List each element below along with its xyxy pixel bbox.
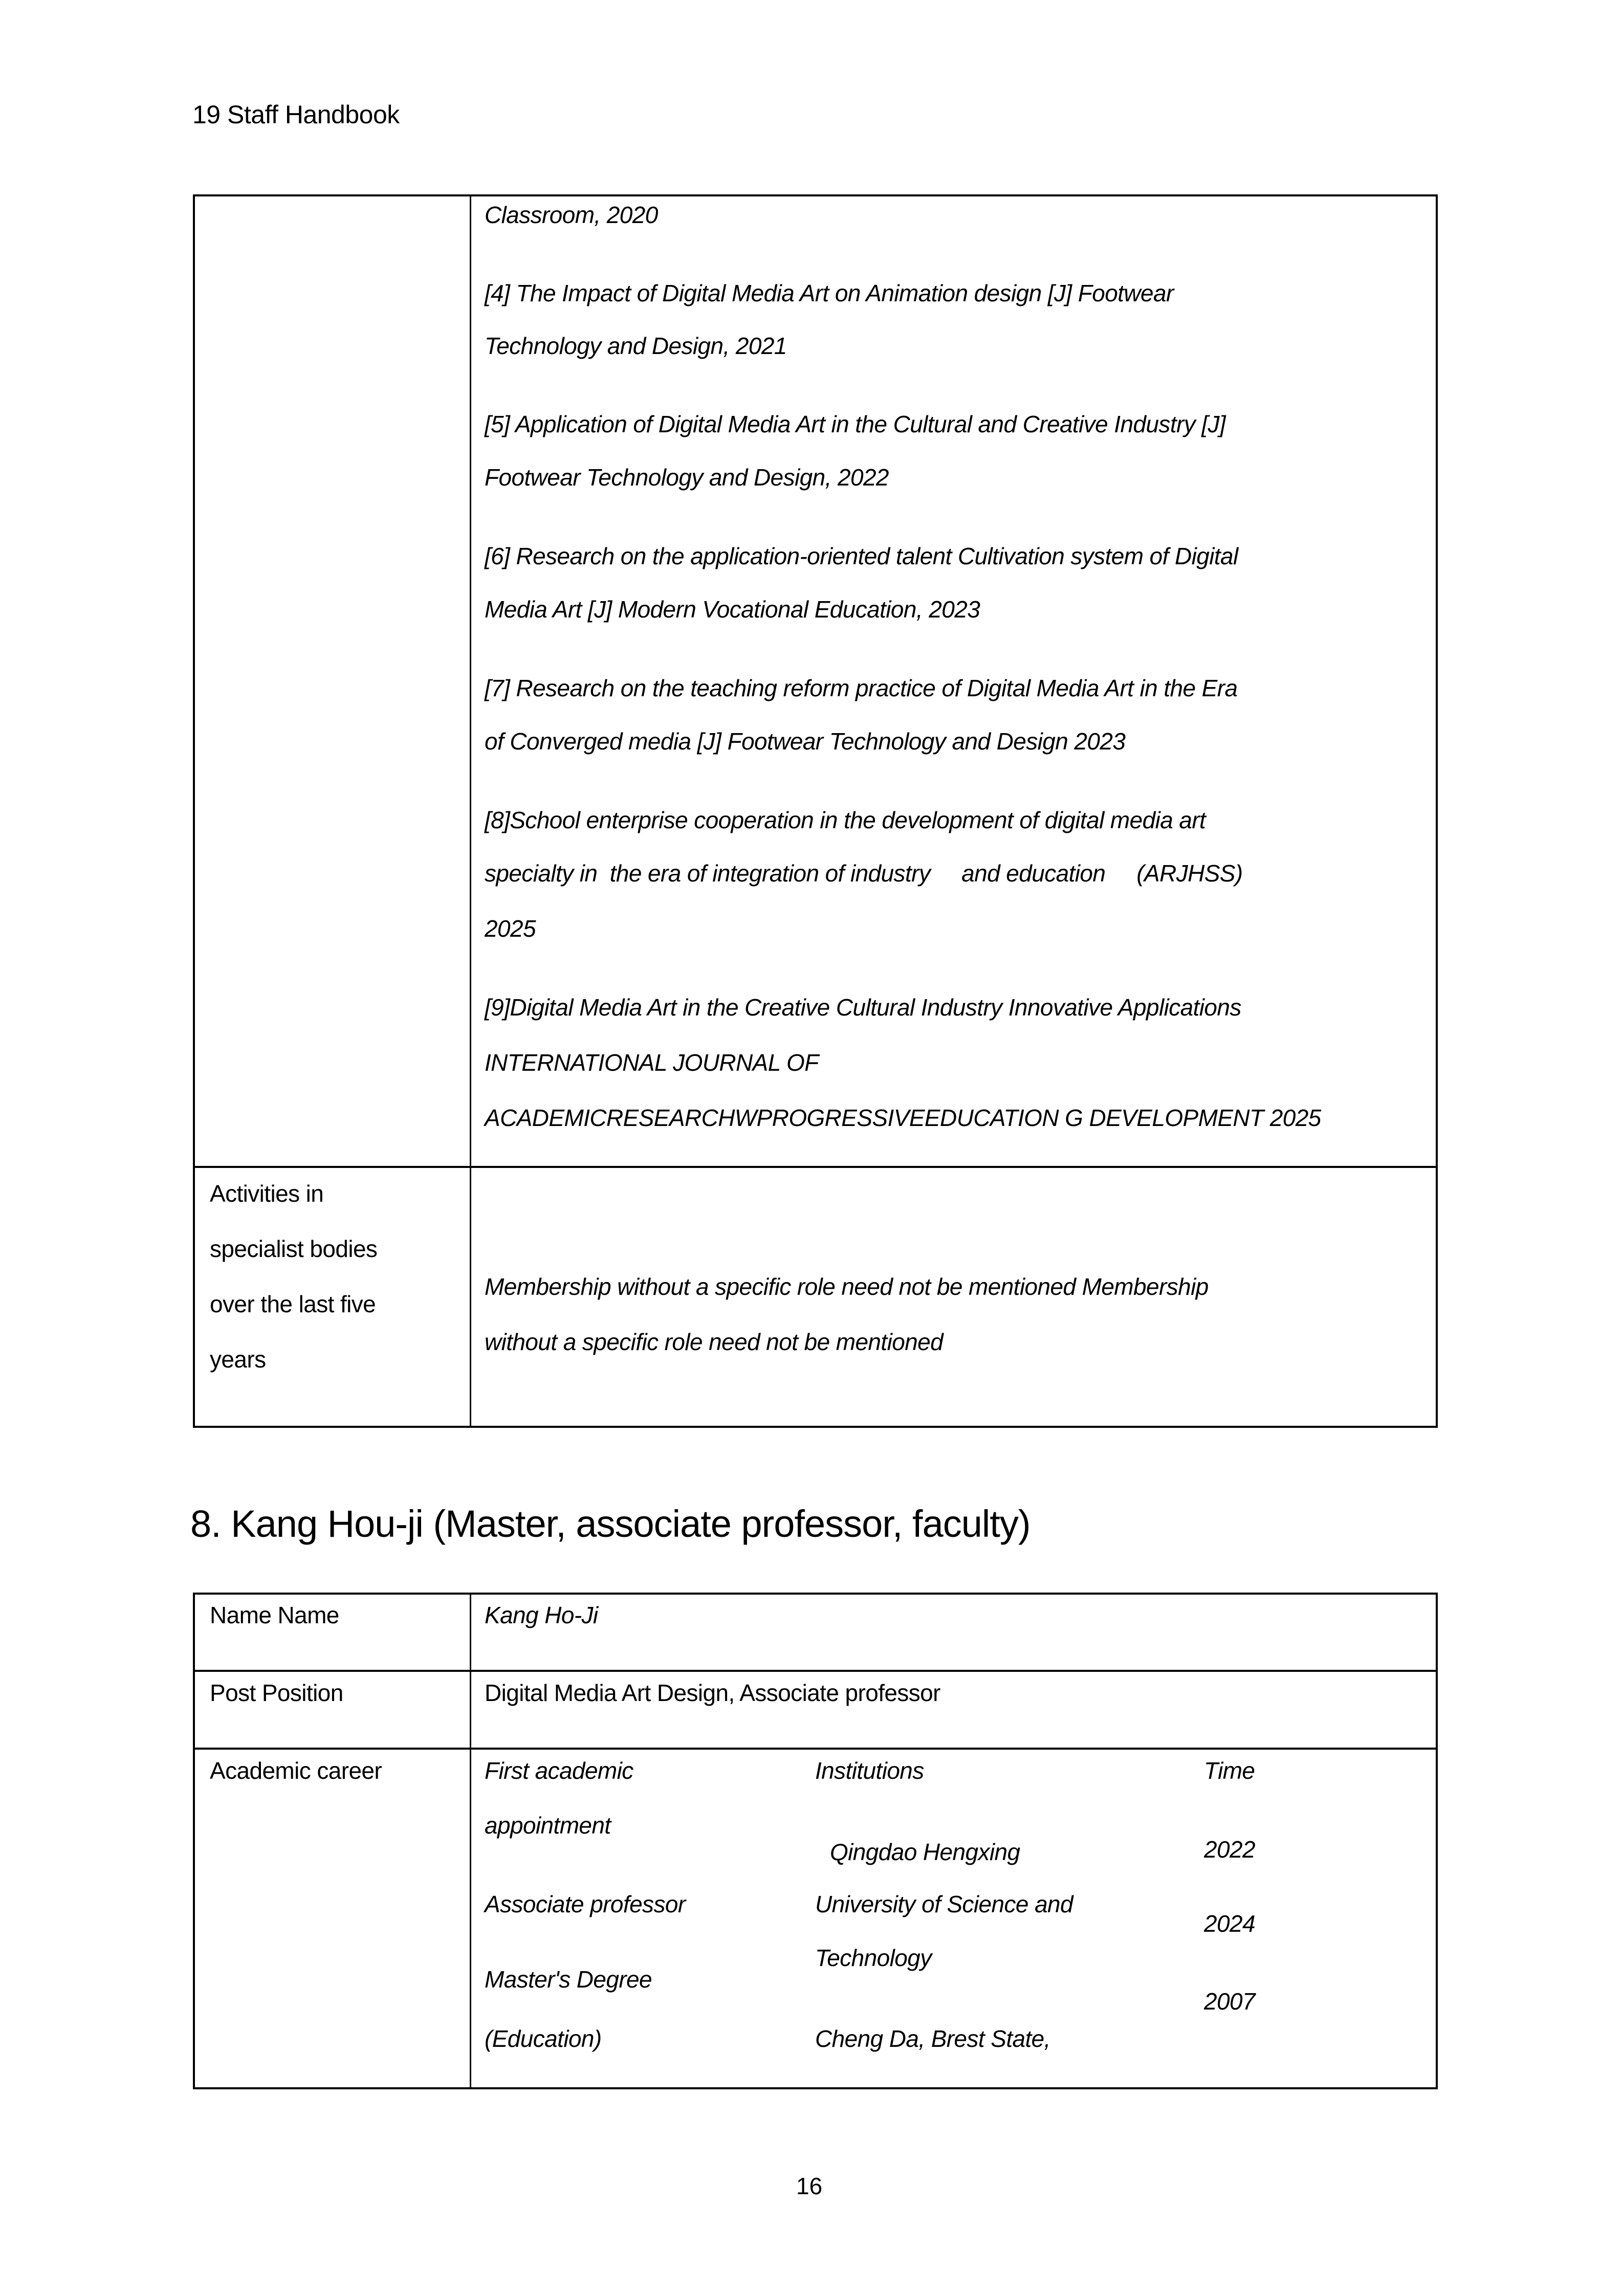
activities-label-line: years (210, 1346, 266, 1373)
activities-label-line: Activities in (210, 1180, 324, 1207)
activities-value-line: without a specific role need not be mentioned (485, 1329, 944, 1355)
activities-label-line: specialist bodies (210, 1235, 378, 1262)
publication-line: [9]Digital Media Art in the Creative Cultural Industry Innovative Applications (485, 994, 1241, 1021)
year-entry: 2007 (1204, 1988, 1255, 2015)
time-header: Time (1204, 1757, 1255, 1784)
post-label: Post Position (210, 1680, 343, 1706)
publication-line: Footwear Technology and Design, 2022 (485, 464, 889, 491)
section-heading: 8. Kang Hou-ji (Master, associate professor, faculty) (190, 1503, 1030, 1545)
activities-label-line: over the last five (210, 1291, 376, 1317)
publication-line: ACADEMICRESEARCHWPROGRESSIVEEDUCATION G DEVELOPMENT 2025 (485, 1105, 1321, 1131)
publication-line: [5] Application of Digital Media Art in the Cultural and Creative Industry [J] (485, 411, 1226, 437)
table2-column-divider (470, 1593, 471, 2089)
name-value: Kang Ho-Ji (485, 1602, 598, 1628)
publication-line: [4] The Impact of Digital Media Art on Animation design [J] Footwear (485, 280, 1174, 306)
activities-value-line: Membership without a specific role need not be mentioned Membership (485, 1273, 1209, 1300)
institution-entry: University of Science and (815, 1891, 1073, 1917)
year-entry: 2022 (1204, 1836, 1255, 1863)
publication-line: of Converged media [J] Footwear Technology and Design 2023 (485, 728, 1126, 755)
publication-line: [7] Research on the teaching reform practice of Digital Media Art in the Era (485, 675, 1238, 701)
year-entry: 2024 (1204, 1910, 1255, 1937)
post-value: Digital Media Art Design, Associate professor (485, 1680, 940, 1706)
page-number: 16 (796, 2173, 823, 2199)
publication-line: Technology and Design, 2021 (485, 333, 787, 359)
institutions-header: Institutions (815, 1757, 924, 1784)
first-appointment-header: appointment (485, 1812, 611, 1839)
table2-row-divider (193, 1748, 1438, 1750)
publication-line: specialty in the era of integration of industry and education (ARJHSS) (485, 860, 1243, 887)
institution-entry: Qingdao Hengxing (830, 1839, 1020, 1865)
page-header: 19 Staff Handbook (192, 100, 400, 129)
table2-row-divider (193, 1670, 1438, 1672)
publication-line: INTERNATIONAL JOURNAL OF (485, 1049, 819, 1076)
role-entry: Master's Degree (485, 1966, 652, 1993)
institution-entry: Cheng Da, Brest State, (815, 2025, 1050, 2052)
role-entry: (Education) (485, 2025, 602, 2052)
name-label: Name Name (210, 1602, 339, 1628)
publication-line: [8]School enterprise cooperation in the development of digital media art (485, 807, 1206, 833)
academic-career-label: Academic career (210, 1757, 382, 1784)
publication-line: Classroom, 2020 (485, 202, 658, 228)
first-appointment-header: First academic (485, 1757, 633, 1784)
table1-column-divider (470, 194, 471, 1428)
role-entry: Associate professor (485, 1891, 686, 1917)
publication-line: [6] Research on the application-oriented talent Cultivation system of Digital (485, 543, 1238, 569)
table1-row-divider (193, 1166, 1438, 1168)
publication-line: Media Art [J] Modern Vocational Education, 2023 (485, 596, 980, 623)
publication-line: 2025 (485, 915, 536, 942)
institution-entry: Technology (815, 1945, 932, 1971)
